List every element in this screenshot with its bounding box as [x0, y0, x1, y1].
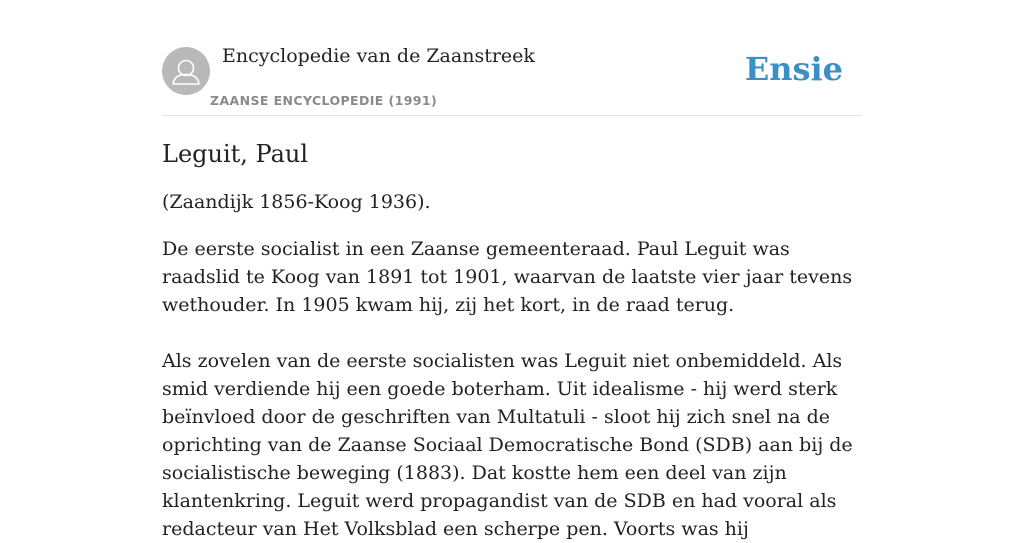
- article-title: Leguit, Paul: [162, 140, 309, 168]
- brand-logo[interactable]: Ensie: [744, 50, 843, 88]
- user-icon: [162, 47, 210, 95]
- article-paragraph: (Zaandijk 1856-Koog 1936).: [162, 191, 431, 213]
- article: [162, 138, 862, 543]
- article-paragraph: De eerste socialist in een Zaanse gemeenteraad. Paul Leguit was raadslid te Koog van 1891 tot 1901, waarvan de laatste vier jaar tevens wethouder. In 1905 kwam hij, zij het kort, in de raad terug.: [162, 238, 853, 316]
- article-paragraph: Als zovelen van de eerste socialisten was Leguit niet onbemiddeld. Als smid verdiende hij een goede boterham. Uit idealisme - hij werd sterk beïnvloed door de geschriften van Multatuli - sloot hij zich snel na de oprichting van de Zaanse Sociaal Democratische Bond (SDB) aan bij de socialistische beweging (1883). Dat kostte hem een deel van zijn klantenkring. Leguit werd propagandist van de SDB en had vooral als redacteur van Het Volksblad een scherpe pen. Voorts was hij: [162, 350, 853, 540]
- source-title[interactable]: Encyclopedie van de Zaanstreek: [222, 45, 535, 67]
- avatar[interactable]: [162, 47, 210, 95]
- page-header: [162, 0, 862, 116]
- source-subtitle[interactable]: ZAANSE ENCYCLOPEDIE (1991): [210, 93, 438, 108]
